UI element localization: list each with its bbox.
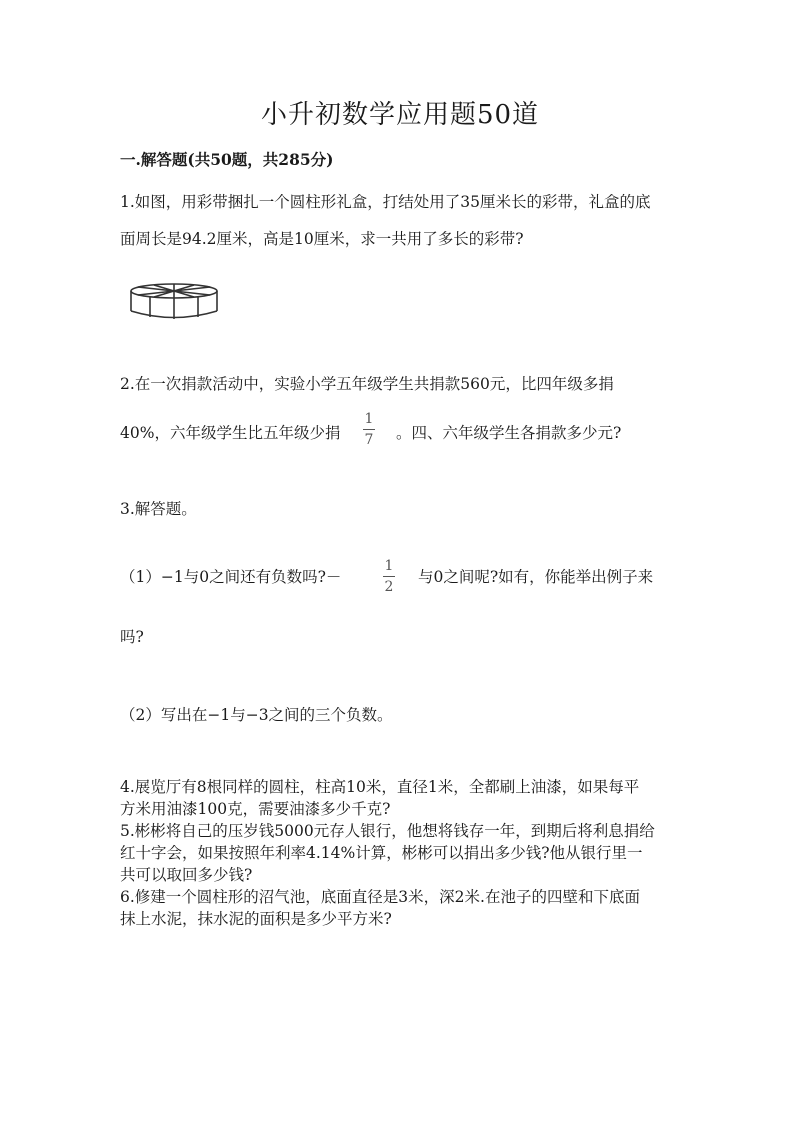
q3-line1: 3.解答题。 [120,500,197,518]
q5-line2: 红十字会，如果按照年利率4.14%计算，彬彬可以捐出多少钱?他从银行里一 [120,844,643,862]
q2-fraction-numerator: 1 [364,411,374,427]
q2-line2-part2: 。四、六年级学生各捐款多少元? [396,424,622,442]
q4-line1: 4.展览厅有8根同样的圆柱，柱高10米，直径1米，全都刷上油漆，如果每平 [120,778,640,796]
q2-fraction-denominator: 7 [364,432,374,448]
q4-line2: 方米用油漆100克，需要油漆多少千克? [120,800,391,818]
gift-box-cylinder-figure [128,282,222,322]
q2-line2-part1: 40%，六年级学生比五年级少捐 [120,424,341,442]
q3-sub1-part2: 与0之间呢?如有，你能举出例子来 [418,568,654,586]
q5-line1: 5.彬彬将自己的压岁钱5000元存人银行，他想将钱存一年，到期后将利息捐给 [120,822,655,840]
q6-line1: 6.修建一个圆柱形的沼气池，底面直径是3米，深2米.在池子的四壁和下底面 [120,888,640,906]
q3-sub1-part3: 吗? [120,628,144,646]
q3-sub1-part1: （1）−1与0之间还有负数吗?－ [120,568,342,586]
fraction-bar [363,429,375,430]
q2-line1: 2.在一次捐款活动中，实验小学五年级学生共捐款560元，比四年级多捐 [120,375,614,393]
q3-fraction-numerator: 1 [384,558,394,574]
page-title: 小升初数学应用题50道 [260,100,540,130]
fraction-bar [383,576,395,577]
q3-fraction-denominator: 2 [384,579,394,595]
q2-fraction [362,411,376,448]
section-heading: 一.解答题(共50题，共285分) [120,150,334,169]
q1-line2: 面周长是94.2厘米，高是10厘米，求一共用了多长的彩带? [120,230,524,248]
q5-line3: 共可以取回多少钱? [120,866,253,884]
q6-line2: 抹上水泥，抹水泥的面积是多少平方米? [120,910,392,928]
q3-sub2: （2）写出在−1与−3之间的三个负数。 [120,706,393,724]
q1-line1: 1.如图，用彩带捆扎一个圆柱形礼盒，打结处用了35厘米长的彩带，礼盒的底 [120,193,651,211]
q3-fraction [382,558,396,595]
